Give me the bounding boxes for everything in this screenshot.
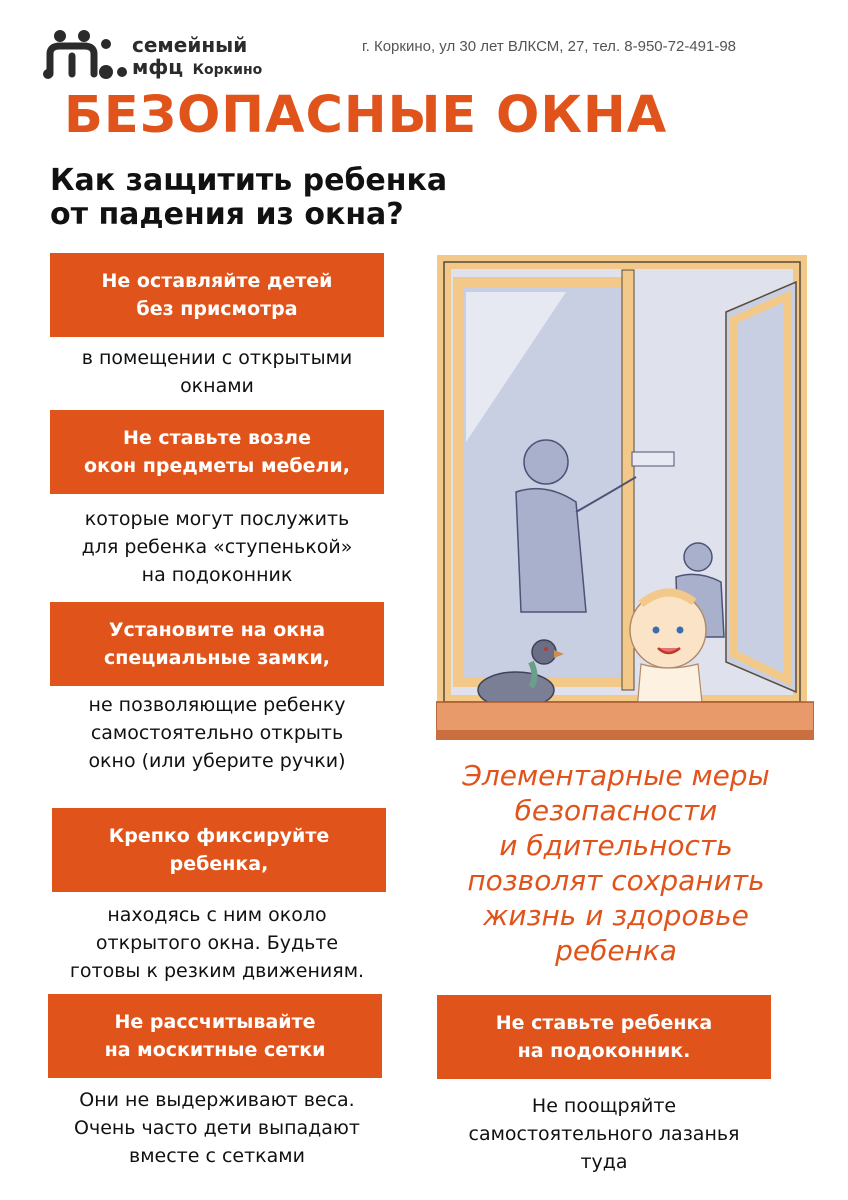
tip-1-heading: Не оставляйте детей без присмотра: [50, 253, 384, 337]
tip-2-text: которые могут послужить для ребенка «ступенькой» на подоконник: [81, 508, 353, 586]
tip-1-text: в помещении с открытыми окнами: [81, 347, 353, 397]
page-subtitle: Как защитить ребенка от падения из окна?: [50, 163, 448, 232]
tip-6-text: Не поощряйте самостоятельного лазанья туда: [468, 1095, 740, 1173]
tip-4-text: находясь с ним около открытого окна. Будьте готовы к резким движениям.: [69, 904, 365, 982]
tip-5-heading: Не рассчитывайте на москитные сетки: [48, 994, 382, 1078]
address-line: г. Коркино, ул 30 лет ВЛКСМ, 27, тел. 8-950-72-491-98: [362, 38, 737, 55]
window-illustration: [436, 252, 814, 747]
safety-quote: Элементарные меры безопасности и бдительность позволят сохранить жизнь и здоровье ребенка: [462, 759, 770, 967]
tip-3-text: не позволяющие ребенку самостоятельно открыть окно (или уберите ручки): [88, 694, 346, 772]
mfc-logo: [42, 28, 302, 84]
tip-6-heading: Не ставьте ребенка на подоконник.: [437, 995, 771, 1079]
tip-4-heading: Крепко фиксируйте ребенка,: [52, 808, 386, 892]
logo-city: Коркино: [192, 62, 263, 78]
tip-2-heading: Не ставьте возле окон предметы мебели,: [50, 410, 384, 494]
tip-3-heading: Установите на окна специальные замки,: [50, 602, 384, 686]
page-title: БЕЗОПАСНЫЕ ОКНА: [64, 86, 668, 145]
window-child-icon: [436, 252, 814, 747]
logo-line1: семейный: [132, 33, 248, 57]
logo-line2: мфц: [132, 55, 184, 79]
family-logo-icon: [42, 28, 128, 80]
tip-5-text: Они не выдерживают веса. Очень часто дети выпадают вместе с сетками: [74, 1089, 360, 1167]
